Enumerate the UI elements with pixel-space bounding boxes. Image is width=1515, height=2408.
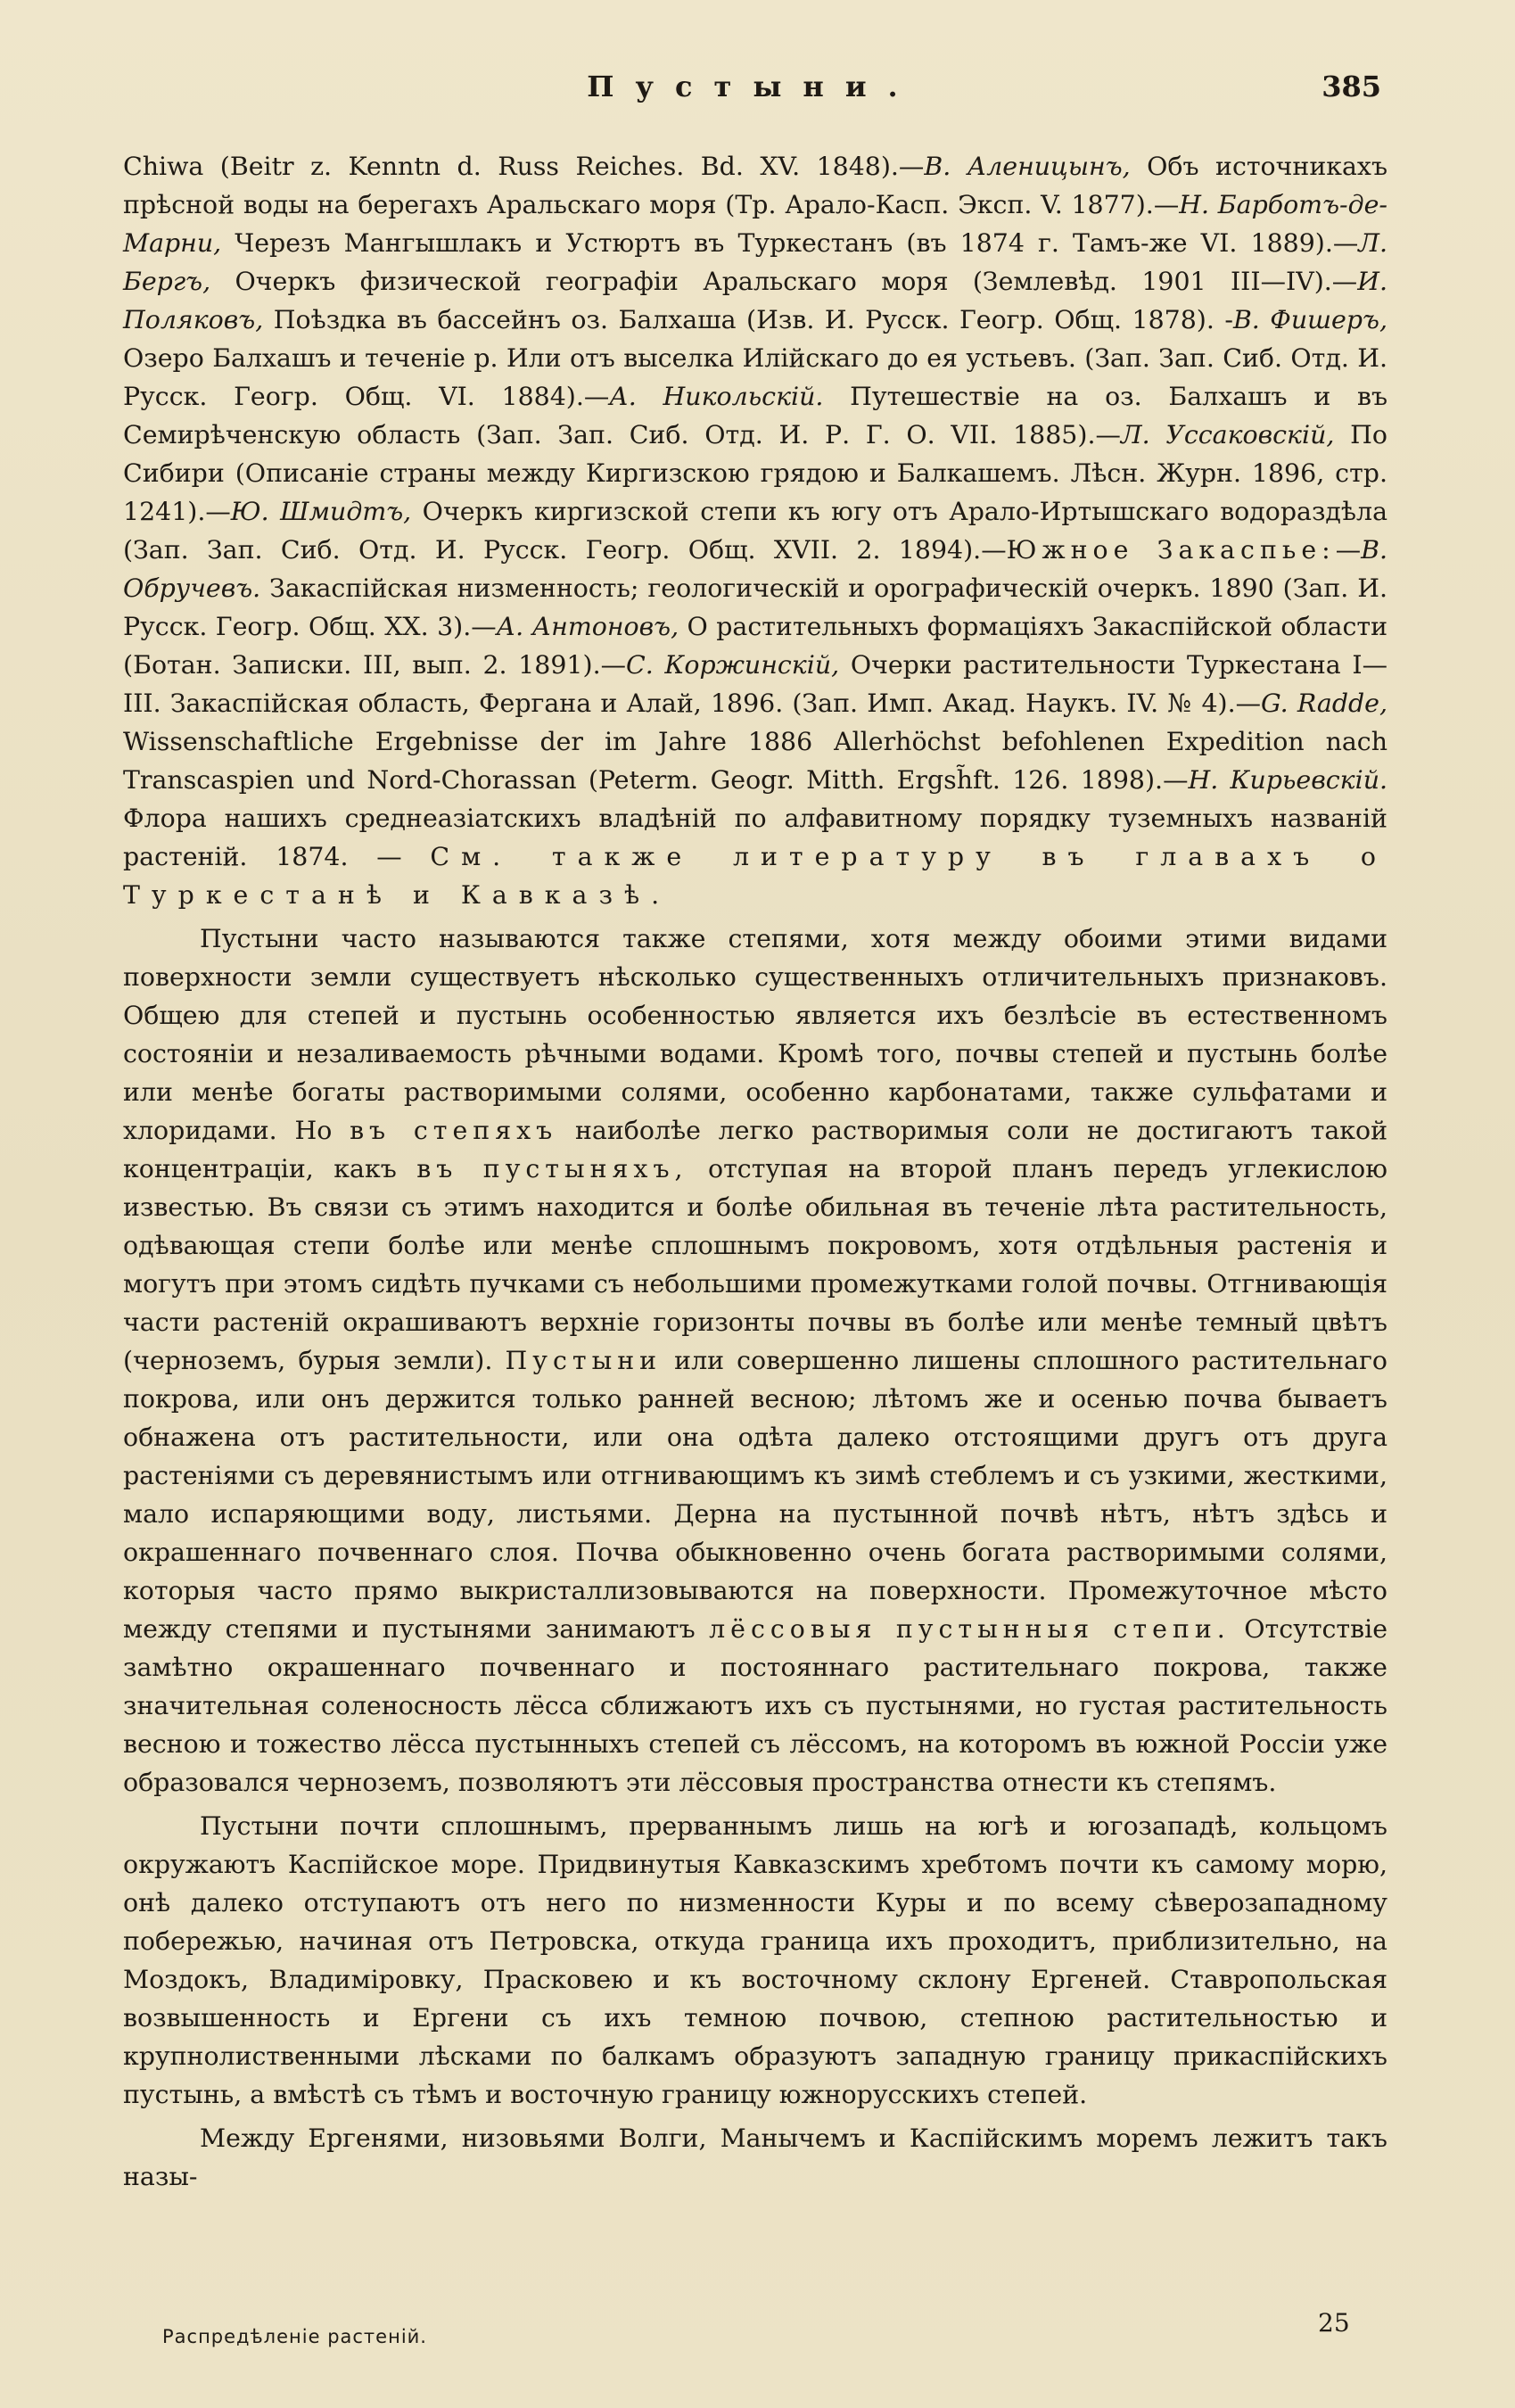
author-name: В. Фишеръ,	[1232, 305, 1387, 334]
bibliography-text: —	[1335, 535, 1362, 565]
sheet-number: 25	[1318, 2308, 1350, 2338]
author-name: Л. Уссаковскій,	[1120, 420, 1335, 449]
bibliography-text: Флора нашихъ среднеазіатскихъ владѣній по алфавитному порядку туземныхъ названій растеній. 1874. —	[123, 804, 1387, 871]
bibliography-text: Очерки растительности Туркестана I—III. Закаспійская область, Фергана и Алай, 1896. (Зап. Имп. Акад. Наукъ. IV. № 4).—	[123, 650, 1388, 718]
page-number: 385	[1322, 70, 1381, 103]
author-name: В. Аленицынъ,	[924, 152, 1131, 181]
bibliography-text: Очеркъ киргизской степи къ югу отъ Арало-Иртышскаго водораздѣла (Зап. Зап. Сиб. Отд. И. Русск. Геогр. Общ. XVII. 2. 1894).—	[123, 497, 1387, 565]
spaced-term: Пустыни	[505, 1346, 663, 1375]
bibliography-text: Очеркъ физической географіи Аральскаго моря (Землевѣд. 1901 III—IV).—	[210, 267, 1358, 296]
bibliography-text: Черезъ Мангышлакъ и Устюртъ въ Туркестанъ (въ 1874 г. Тамъ-же VI. 1889).—	[221, 228, 1359, 258]
paragraph-text: Пустыни часто называются также степями, хотя между обоими этими видами поверхности земли существуетъ нѣсколько существенныхъ отличительныхъ признаковъ. Общею для степей и пустынь особенностью является ихъ безлѣсіе въ естественномъ состояніи и незаливаемость рѣчными водами. Кромѣ того, почвы степей и пустынь болѣе или менѣе богаты растворимыми солями, особенно карбонатами, также сульфатами и хлоридами. Но	[123, 924, 1387, 1145]
author-name: Н. Кирьевскій.	[1188, 765, 1387, 795]
paragraph-deserts-vs-steppes	[123, 919, 1387, 1802]
paragraph-caspian-deserts: Пустыни почти сплошнымъ, прерваннымъ лишь на югѣ и югозападѣ, кольцомъ окружаютъ Каспійское море. Придвинутыя Кавказскимъ хребтомъ почти къ самому морю, онѣ далеко отступаютъ отъ него по низменности Куры и по всему сѣверозападному побережью, начиная отъ Петровска, откуда граница ихъ проходитъ, приблизительно, на Моздокъ, Владиміровку, Прасковею и къ восточному склону Ергеней. Ставропольская возвышенность и Ергени съ ихъ темною почвою, степною растительностью и крупнолиственными лѣсками по балкамъ образуютъ западную границу прикаспійскихъ пустынь, а вмѣстѣ съ тѣмъ и восточную границу южнорусскихъ степей.	[123, 1811, 1387, 2109]
paragraph-text: отступая на второй планъ передъ углекислою известью. Въ связи съ этимъ находится и болѣе обильная въ теченіе лѣта растительность, одѣвающая степи болѣе или менѣе сплошнымъ покровомъ, хотя отдѣльныя растенія и могутъ при этомъ сидѣть пучками съ небольшими промежутками голой почвы. Отгнивающія части растеній окрашиваютъ верхніе горизонты почвы въ болѣе или менѣе темный цвѣтъ (черноземъ, бурыя земли).	[123, 1154, 1387, 1375]
paragraph-text: Отсутствіе замѣтно окрашеннаго почвеннаго и постояннаго растительнаго покрова, также значительная соленосность лёсса сближаютъ ихъ съ пустынями, но густая растительность весною и тожество лёсса пустынныхъ степей съ лёссомъ, на которомъ въ южной Россіи уже образовался черноземъ, позволяютъ эти лёссовыя пространства отнести къ степямъ.	[123, 1614, 1388, 1797]
section-heading-spaced: Южное Закаспье:	[1006, 535, 1336, 565]
bibliography-text: Wissenschaftliche Ergebnisse der im Jahre 1886 Allerhöchst befohlenen Expedition nach Transcaspien und Nord-Chorassan (Peterm. Geogr. Mitth. Ergsh̃ft. 126. 1898).—	[123, 727, 1387, 795]
bibliography-paragraph	[123, 147, 1387, 914]
bibliography-text: По Сибири (Описаніе страны между Киргизскою грядою и Балкашемъ. Лѣсн. Журн. 1896, стр. 1241).—	[123, 420, 1387, 526]
bibliography-text: Объ источникахъ прѣсной воды на берегахъ Аральскаго моря (Тр. Арало-Касп. Эксп. V. 1877).—	[123, 152, 1388, 219]
bibliography-text: О растительныхъ формаціяхъ Закаспійской области (Ботан. Записки. III, вып. 2. 1891).—	[123, 612, 1388, 680]
bibliography-text: Озеро Балхашъ и теченіе р. Или отъ выселка Илійскаго до ея устьевъ. (Зап. Зап. Сиб. Отд. И. Русск. Геогр. Общ. VI. 1884).—	[123, 343, 1387, 411]
author-name: Н. Барботъ-де-Марни,	[123, 190, 1387, 258]
footer-signature: Распредѣленіе растеній.	[162, 2326, 427, 2347]
author-name: А. Антоновъ,	[496, 612, 679, 641]
author-name: И. Поляковъ,	[123, 267, 1387, 334]
paragraph-ergeni: Между Ергенями, низовьями Волги, Манычемъ и Каспійскимъ моремъ лежитъ такъ назы-	[123, 2123, 1387, 2191]
cross-reference-spaced: См. также литературу въ главахъ о Туркестанѣ и Кавказѣ.	[123, 842, 1387, 910]
bibliography-text: Поѣздка въ бассейнъ оз. Балхаша (Изв. И. Русск. Геогр. Общ. 1878). -	[263, 305, 1233, 334]
spaced-term: лёссовыя пустынныя степи.	[709, 1614, 1231, 1644]
page-body	[123, 147, 1387, 2196]
spaced-term: въ пустыняхъ,	[416, 1154, 688, 1183]
spaced-term: въ степяхъ	[350, 1116, 558, 1145]
author-name: В. Обручевъ.	[123, 535, 1387, 603]
page-header	[125, 70, 1381, 123]
bibliography-text: Путешествіе на оз. Балхашъ и въ Семирѣченскую область (Зап. Зап. Сиб. Отд. И. Р. Г. О. VII. 1885).—	[123, 382, 1388, 449]
author-name: G. Radde,	[1261, 689, 1387, 718]
paragraph-text: или совершенно лишены сплошного растительнаго покрова, или онъ держится только ранней весною; лѣтомъ же и осенью почва бываетъ обнажена отъ растительности, или она одѣта далеко отстоящими другъ отъ друга растеніями съ деревянистымъ или отгнивающимъ къ зимѣ стеблемъ и съ узкими, жесткими, мало испаряющими воду, листьями. Дерна на пустынной почвѣ нѣтъ, нѣтъ здѣсь и окрашеннаго почвеннаго слоя. Почва обыкновенно очень богата растворимыми солями, которыя часто прямо выкристаллизовываются на поверхности. Промежуточное мѣсто между степями и пустынями занимаютъ	[123, 1346, 1387, 1644]
running-title: Пустыни.	[587, 70, 919, 103]
author-name: А. Никольскій.	[609, 382, 824, 411]
author-name: Л. Бергъ,	[123, 228, 1387, 296]
author-name: Ю. Шмидтъ,	[230, 497, 412, 526]
paragraph-text: наиболѣе легко растворимыя соли не достигаютъ такой концентраціи, какъ	[123, 1116, 1388, 1183]
bibliography-text: Chiwa (Beitr z. Kenntn d. Russ Reiches. Bd. XV. 1848).—	[123, 152, 925, 181]
author-name: С. Коржинскій,	[626, 650, 840, 680]
bibliography-text: Закаспійская низменность; геологическій и орографическій очеркъ. 1890 (Зап. И. Русск. Геогр. Общ. XX. 3).—	[123, 573, 1387, 641]
